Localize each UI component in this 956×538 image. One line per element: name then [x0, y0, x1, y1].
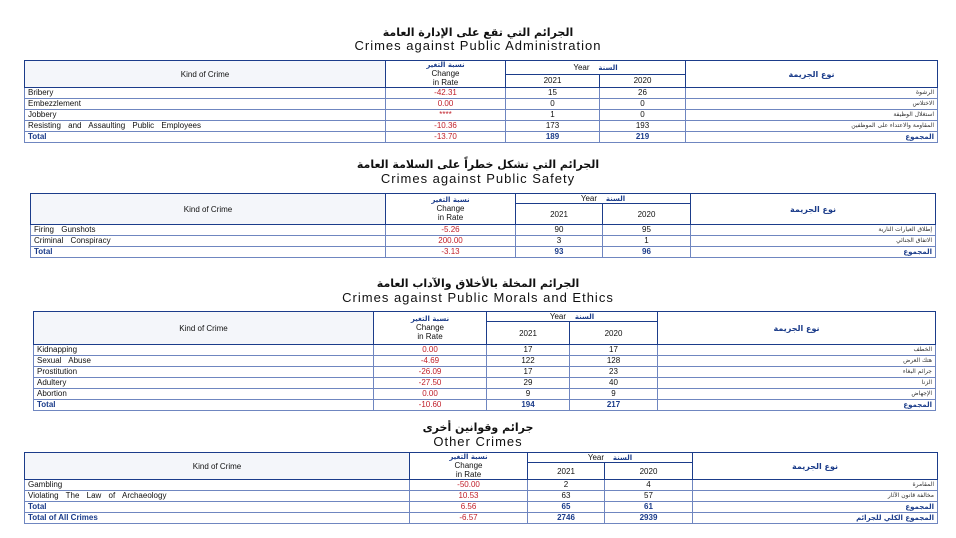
change-rate: ****: [386, 110, 506, 121]
change-rate: -13.70: [386, 132, 506, 143]
crime-name: Resisting and Assaulting Public Employees: [25, 121, 386, 132]
kind-of-crime-ar-header: نوع الجريمة: [658, 312, 936, 345]
crime-name-ar: الخطف: [658, 345, 936, 356]
section-title-en: Crimes against Public Administration: [354, 38, 602, 53]
value-2021: 90: [516, 225, 603, 236]
total-row: [34, 400, 936, 411]
change-rate: -10.60: [374, 400, 487, 411]
value-2020: 2939: [605, 513, 693, 524]
change-rate: -26.09: [374, 367, 487, 378]
crime-name: Violating The Law of Archaeology: [25, 491, 410, 502]
year-2020-header: 2020: [603, 204, 691, 225]
value-2020: 9: [570, 389, 658, 400]
value-2020: 57: [605, 491, 693, 502]
table-row: [25, 110, 938, 121]
total-label: Total: [34, 400, 374, 411]
year-2020-header: 2020: [605, 463, 693, 480]
table-body: [34, 345, 936, 411]
table-row: [25, 480, 938, 491]
year-2020-header: 2020: [570, 322, 658, 345]
crime-name-ar: مخالفة قانون الآثار: [693, 491, 938, 502]
total-row: [31, 247, 936, 258]
total-row: [25, 132, 938, 143]
crime-name: Criminal Conspiracy: [31, 236, 386, 247]
table-row: [34, 389, 936, 400]
value-2021: 0: [506, 99, 600, 110]
change-rate: 10.53: [410, 491, 528, 502]
value-2021: 29: [487, 378, 570, 389]
value-2021: 9: [487, 389, 570, 400]
crime-name-ar: المقامرة: [693, 480, 938, 491]
crime-table-public-safety: [30, 193, 936, 258]
change-rate-header: نسبة التغير Change in Rate: [374, 312, 487, 345]
value-2021: 3: [516, 236, 603, 247]
value-2020: 0: [600, 110, 686, 121]
section-title-ar: الجرائم التي تشكل خطراً على السلامة العامة: [356, 158, 600, 171]
year-2020-header: 2020: [600, 74, 686, 88]
kind-of-crime-ar-header: نوع الجريمة: [691, 194, 936, 225]
value-2021: 173: [506, 121, 600, 132]
section-title-ar: جرائم وقوانين أخرى: [422, 421, 534, 434]
year-header: Year السنة: [487, 312, 658, 322]
section-title-ar: الجرائم التي تقع على الإدارة العامة: [382, 26, 574, 39]
table-body: [25, 480, 938, 524]
crime-name: Prostitution: [34, 367, 374, 378]
total-row: [25, 502, 938, 513]
value-2020: 0: [600, 99, 686, 110]
value-2020: 1: [603, 236, 691, 247]
table-row: [25, 88, 938, 99]
kind-of-crime-header: Kind of Crime: [31, 194, 386, 225]
value-2020: 40: [570, 378, 658, 389]
crime-name: Abortion: [34, 389, 374, 400]
year-2021-header: 2021: [487, 322, 570, 345]
value-2020: 17: [570, 345, 658, 356]
value-2020: 193: [600, 121, 686, 132]
value-2021: 194: [487, 400, 570, 411]
grand-total-label-ar: المجموع الكلي للجرائم: [693, 513, 938, 524]
value-2020: 95: [603, 225, 691, 236]
value-2020: 219: [600, 132, 686, 143]
kind-of-crime-header: Kind of Crime: [25, 61, 386, 88]
crime-name: Adultery: [34, 378, 374, 389]
section-title-en: Crimes against Public Morals and Ethics: [342, 290, 614, 305]
year-header: Year السنة: [506, 61, 686, 75]
table-row: [34, 345, 936, 356]
table-row: [34, 378, 936, 389]
value-2021: 15: [506, 88, 600, 99]
crime-name-ar: إطلاق العيارات النارية: [691, 225, 936, 236]
kind-of-crime-header: Kind of Crime: [25, 453, 410, 480]
total-label-ar: المجموع: [691, 247, 936, 258]
year-2021-header: 2021: [506, 74, 600, 88]
change-rate: 0.00: [374, 389, 487, 400]
crime-name-ar: الزنا: [658, 378, 936, 389]
crime-name: Gambling: [25, 480, 410, 491]
year-2021-header: 2021: [528, 463, 605, 480]
change-rate: 200.00: [386, 236, 516, 247]
change-rate: -3.13: [386, 247, 516, 258]
crime-name-ar: جرائم البغاء: [658, 367, 936, 378]
change-rate: -4.69: [374, 356, 487, 367]
section-title-en: Crimes against Public Safety: [380, 171, 576, 186]
crime-name-ar: الرشوة: [686, 88, 938, 99]
total-label-ar: المجموع: [693, 502, 938, 513]
total-label: Total: [25, 132, 386, 143]
value-2021: 63: [528, 491, 605, 502]
value-2021: 17: [487, 367, 570, 378]
change-rate: -6.57: [410, 513, 528, 524]
table-body: [31, 225, 936, 258]
table-row: [31, 236, 936, 247]
crime-table-public-administration: [24, 60, 938, 143]
kind-of-crime-ar-header: نوع الجريمة: [686, 61, 938, 88]
crime-name-ar: استغلال الوظيفة: [686, 110, 938, 121]
crime-name-ar: المقاومة والاعتداء على الموظفين: [686, 121, 938, 132]
change-rate: 0.00: [386, 99, 506, 110]
table-row: [34, 367, 936, 378]
grand-total-row: [25, 513, 938, 524]
change-rate-header: نسبة التغير Change in Rate: [410, 453, 528, 480]
change-rate-header: نسبة التغير Change in Rate: [386, 194, 516, 225]
crime-name: Firing Gunshots: [31, 225, 386, 236]
change-rate: -42.31: [386, 88, 506, 99]
value-2020: 217: [570, 400, 658, 411]
change-rate: -27.50: [374, 378, 487, 389]
crime-name: Kidnapping: [34, 345, 374, 356]
value-2021: 65: [528, 502, 605, 513]
table-row: [34, 356, 936, 367]
value-2020: 128: [570, 356, 658, 367]
total-label: Total: [25, 502, 410, 513]
value-2021: 1: [506, 110, 600, 121]
change-rate: -10.36: [386, 121, 506, 132]
crime-name: Jobbery: [25, 110, 386, 121]
year-header: Year السنة: [528, 453, 693, 463]
value-2020: 96: [603, 247, 691, 258]
kind-of-crime-header: Kind of Crime: [34, 312, 374, 345]
value-2020: 26: [600, 88, 686, 99]
value-2020: 4: [605, 480, 693, 491]
table-row: [25, 121, 938, 132]
crime-name-ar: الإجهاض: [658, 389, 936, 400]
table-row: [31, 225, 936, 236]
value-2021: 122: [487, 356, 570, 367]
value-2020: 23: [570, 367, 658, 378]
value-2021: 2746: [528, 513, 605, 524]
value-2021: 2: [528, 480, 605, 491]
grand-total-label: Total of All Crimes: [25, 513, 410, 524]
year-2021-header: 2021: [516, 204, 603, 225]
change-rate: 0.00: [374, 345, 487, 356]
value-2021: 17: [487, 345, 570, 356]
change-rate: 6.56: [410, 502, 528, 513]
crime-table-public-morals: [33, 311, 936, 411]
total-label-ar: المجموع: [658, 400, 936, 411]
kind-of-crime-ar-header: نوع الجريمة: [693, 453, 938, 480]
total-label: Total: [31, 247, 386, 258]
change-rate-header: نسبة التغير Change in Rate: [386, 61, 506, 88]
crime-name-ar: الاختلاس: [686, 99, 938, 110]
change-rate: -50.00: [410, 480, 528, 491]
crime-table-other-crimes: [24, 452, 938, 524]
value-2021: 189: [506, 132, 600, 143]
crime-name: Embezzlement: [25, 99, 386, 110]
crime-name: Bribery: [25, 88, 386, 99]
value-2020: 61: [605, 502, 693, 513]
crime-name: Sexual Abuse: [34, 356, 374, 367]
crime-name-ar: الاتفاق الجنائي: [691, 236, 936, 247]
section-title-en: Other Crimes: [433, 434, 523, 449]
table-row: [25, 99, 938, 110]
crime-name-ar: هتك العرض: [658, 356, 936, 367]
total-label-ar: المجموع: [686, 132, 938, 143]
year-header: Year السنة: [516, 194, 691, 204]
table-row: [25, 491, 938, 502]
table-body: [25, 88, 938, 143]
value-2021: 93: [516, 247, 603, 258]
section-title-ar: الجرائم المخلة بالأخلاق والآداب العامة: [376, 277, 580, 290]
change-rate: -5.26: [386, 225, 516, 236]
